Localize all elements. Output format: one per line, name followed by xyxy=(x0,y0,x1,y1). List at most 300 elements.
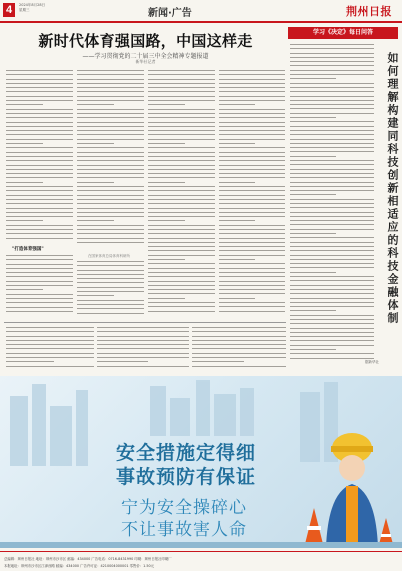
text-line xyxy=(6,302,73,303)
text-line xyxy=(6,348,94,349)
text-line xyxy=(290,255,374,256)
text-line xyxy=(97,361,148,362)
text-line xyxy=(6,216,73,217)
text-line xyxy=(77,313,144,314)
text-line xyxy=(290,328,374,329)
text-line xyxy=(6,357,94,358)
text-line xyxy=(290,143,374,144)
text-line xyxy=(6,208,73,209)
text-line xyxy=(77,156,144,157)
text-line xyxy=(219,268,285,269)
text-line xyxy=(6,311,73,312)
text-line xyxy=(6,87,73,88)
text-line xyxy=(192,327,286,328)
text-line xyxy=(148,156,215,157)
text-column-1 xyxy=(6,70,73,245)
text-line xyxy=(6,104,43,105)
text-line xyxy=(6,285,73,286)
text-line xyxy=(6,298,73,299)
text-line xyxy=(6,165,73,166)
text-line xyxy=(148,289,215,290)
text-line xyxy=(148,100,215,101)
section-subtitle: "打造体育强国" xyxy=(12,247,44,252)
text-line xyxy=(77,100,144,101)
text-line xyxy=(148,208,215,209)
text-line xyxy=(6,238,73,239)
header-rule xyxy=(0,21,402,23)
text-line xyxy=(192,344,286,345)
text-line xyxy=(290,65,374,66)
text-line xyxy=(148,225,215,226)
text-line xyxy=(290,100,374,101)
text-line xyxy=(219,143,255,144)
text-line xyxy=(219,139,285,140)
text-line xyxy=(6,289,43,290)
text-line xyxy=(290,48,374,49)
text-line xyxy=(148,212,215,213)
text-line xyxy=(6,91,73,92)
text-line xyxy=(148,79,215,80)
text-line xyxy=(148,169,215,170)
text-line xyxy=(6,276,73,277)
text-line xyxy=(77,70,144,71)
text-line xyxy=(219,122,285,123)
text-line xyxy=(6,327,94,328)
text-line xyxy=(148,186,215,187)
text-line xyxy=(77,143,114,144)
text-line xyxy=(148,117,215,118)
text-line xyxy=(290,289,374,290)
text-line xyxy=(290,53,374,54)
text-line xyxy=(77,83,144,84)
text-line xyxy=(148,160,215,161)
text-line xyxy=(148,229,215,230)
image-caption: 在国家体育总局体育科研所 xyxy=(88,254,130,258)
text-line xyxy=(148,220,185,221)
page-number: 4 xyxy=(3,3,15,17)
text-line xyxy=(77,190,144,191)
text-line xyxy=(290,212,374,213)
text-line xyxy=(148,74,215,75)
text-line xyxy=(290,237,374,238)
text-line xyxy=(148,272,215,273)
text-line xyxy=(97,331,189,332)
text-line xyxy=(6,96,73,97)
text-line xyxy=(290,134,374,135)
text-line xyxy=(148,259,185,260)
text-line xyxy=(148,147,215,148)
text-line xyxy=(290,224,374,225)
text-line xyxy=(77,173,144,174)
text-line xyxy=(219,173,285,174)
text-line xyxy=(77,199,144,200)
issue-date xyxy=(19,3,45,12)
text-line xyxy=(6,255,73,256)
text-line xyxy=(77,186,144,187)
text-line xyxy=(219,113,285,114)
text-line xyxy=(290,216,374,217)
text-line xyxy=(219,306,285,307)
text-line xyxy=(290,302,374,303)
text-line xyxy=(219,216,285,217)
sidebar-text-1 xyxy=(290,44,374,364)
text-line xyxy=(148,87,215,88)
article-headline: 新时代体育强国路，中国这样走 xyxy=(38,32,253,50)
text-line xyxy=(148,109,215,110)
text-line xyxy=(148,104,185,105)
section-title: 新闻·广告 xyxy=(148,8,192,19)
text-line xyxy=(77,242,144,243)
text-line xyxy=(148,233,215,234)
text-line xyxy=(77,212,144,213)
text-line xyxy=(290,280,374,281)
text-line xyxy=(192,361,244,362)
text-line xyxy=(77,295,114,296)
text-line xyxy=(219,259,255,260)
banner-slogan-4: 不让事故害人命 xyxy=(121,520,247,540)
text-line xyxy=(290,358,374,359)
text-line xyxy=(77,126,144,127)
text-line xyxy=(6,281,73,282)
text-line xyxy=(219,104,255,105)
text-line xyxy=(219,276,285,277)
text-line xyxy=(77,300,144,301)
text-line xyxy=(290,173,374,174)
text-line xyxy=(148,250,215,251)
text-line xyxy=(290,349,336,350)
sidebar-tag: 学习《决定》每日问答 xyxy=(288,27,398,39)
text-line xyxy=(290,117,336,118)
text-line xyxy=(77,147,144,148)
text-line xyxy=(148,268,215,269)
text-line xyxy=(290,285,374,286)
text-line xyxy=(148,130,215,131)
text-line xyxy=(6,134,73,135)
text-line xyxy=(290,147,374,148)
text-line xyxy=(290,293,374,294)
weekday-line: 星期三 xyxy=(19,7,30,12)
text-line xyxy=(77,96,144,97)
text-line xyxy=(219,208,285,209)
text-line xyxy=(77,278,144,279)
text-line xyxy=(148,293,215,294)
text-line xyxy=(77,91,144,92)
text-line xyxy=(148,126,215,127)
text-line xyxy=(290,139,374,140)
text-line xyxy=(148,203,215,204)
text-line xyxy=(219,83,285,84)
text-line xyxy=(219,289,285,290)
banner-slogan-1: 安全措施定得细 xyxy=(116,442,257,464)
text-line xyxy=(77,109,144,110)
text-line xyxy=(290,169,374,170)
text-line xyxy=(6,109,73,110)
text-line xyxy=(148,96,215,97)
footer-line-1: 总编辑：荆州日报社 地址：荆州市沙市区 邮编：434000 广告电话：0716-8431990 印刷：荆州日报社印刷厂 xyxy=(4,557,172,561)
text-line xyxy=(77,216,144,217)
text-line xyxy=(148,122,215,123)
text-line xyxy=(97,327,189,328)
text-line xyxy=(77,87,144,88)
text-line xyxy=(6,259,73,260)
text-line xyxy=(290,203,374,204)
text-line xyxy=(192,348,286,349)
text-line xyxy=(219,203,285,204)
newspaper-logo: 荆州日报 xyxy=(346,5,392,18)
text-line xyxy=(148,113,215,114)
text-line xyxy=(6,83,73,84)
text-column-1b xyxy=(6,255,73,317)
text-line xyxy=(148,195,215,196)
sidebar-credit: 据新华社 xyxy=(365,360,379,364)
text-line xyxy=(77,160,144,161)
text-line xyxy=(6,139,73,140)
text-line xyxy=(77,195,144,196)
text-line xyxy=(6,117,73,118)
text-line xyxy=(290,70,374,71)
text-line xyxy=(6,195,73,196)
text-line xyxy=(219,263,285,264)
text-line xyxy=(219,79,285,80)
text-line xyxy=(77,261,144,262)
text-line xyxy=(290,121,374,122)
text-line xyxy=(290,319,374,320)
text-line xyxy=(219,298,255,299)
text-line xyxy=(6,122,73,123)
text-line xyxy=(148,91,215,92)
text-line xyxy=(148,70,215,71)
article-subhead: ——学习贯彻党的二十届三中全会精神专题报道 xyxy=(82,53,209,60)
text-line xyxy=(219,199,285,200)
text-line xyxy=(6,229,73,230)
text-line xyxy=(148,246,215,247)
text-line xyxy=(219,285,285,286)
text-line xyxy=(290,272,336,273)
text-line xyxy=(77,208,144,209)
text-line xyxy=(290,87,374,88)
text-line xyxy=(290,96,374,97)
text-line xyxy=(6,186,73,187)
text-line xyxy=(219,293,285,294)
text-line xyxy=(290,108,374,109)
text-line xyxy=(77,203,144,204)
text-line xyxy=(290,345,374,346)
text-line xyxy=(290,199,374,200)
text-line xyxy=(77,113,144,114)
text-line xyxy=(6,307,73,308)
text-column-2b xyxy=(77,261,144,317)
text-line xyxy=(77,165,144,166)
text-line xyxy=(219,130,285,131)
text-line xyxy=(290,323,374,324)
text-line xyxy=(219,160,285,161)
text-line xyxy=(77,122,144,123)
text-line xyxy=(219,302,285,303)
text-line xyxy=(77,130,144,131)
text-line xyxy=(148,302,215,303)
text-line xyxy=(219,169,285,170)
text-line xyxy=(219,91,285,92)
text-line xyxy=(290,190,374,191)
text-line xyxy=(77,282,144,283)
text-line xyxy=(148,177,215,178)
text-line xyxy=(6,126,73,127)
footer-line-2: 本报地址：荆州市沙市区江津西路 邮编：434000 广告许可证：4210004000001 零售价：1.50元 xyxy=(4,564,155,568)
banner-slogan-2: 事故预防有保证 xyxy=(116,466,257,488)
text-line xyxy=(6,212,73,213)
text-line xyxy=(219,246,285,247)
text-line xyxy=(219,281,285,282)
text-line xyxy=(219,109,285,110)
text-line xyxy=(148,190,215,191)
text-line xyxy=(148,152,215,153)
text-line xyxy=(219,311,285,312)
text-line xyxy=(219,117,285,118)
text-line xyxy=(6,225,73,226)
text-line xyxy=(6,366,94,367)
text-line xyxy=(77,182,114,183)
text-line xyxy=(97,357,189,358)
text-line xyxy=(219,156,285,157)
text-column-6 xyxy=(97,327,189,372)
text-line xyxy=(219,250,285,251)
text-line xyxy=(290,263,374,264)
text-line xyxy=(192,353,286,354)
text-line xyxy=(77,225,144,226)
text-line xyxy=(192,336,286,337)
page-footer xyxy=(0,551,402,571)
text-line xyxy=(6,173,73,174)
text-line xyxy=(148,311,215,312)
text-line xyxy=(77,233,144,234)
worker-icon xyxy=(326,433,378,548)
text-line xyxy=(192,340,286,341)
text-line xyxy=(290,78,336,79)
text-line xyxy=(219,212,285,213)
text-line xyxy=(219,242,285,243)
safety-banner-ad xyxy=(0,376,402,548)
text-line xyxy=(6,79,73,80)
text-line xyxy=(6,268,73,269)
text-line xyxy=(290,91,374,92)
text-line xyxy=(290,242,374,243)
text-line xyxy=(290,126,374,127)
text-line xyxy=(77,220,114,221)
text-line xyxy=(290,194,336,195)
text-column-4 xyxy=(219,70,285,317)
text-line xyxy=(77,270,144,271)
text-line xyxy=(97,336,189,337)
text-line xyxy=(148,216,215,217)
text-line xyxy=(290,44,374,45)
text-line xyxy=(290,177,374,178)
text-line xyxy=(6,353,94,354)
text-line xyxy=(77,139,144,140)
text-line xyxy=(6,147,73,148)
page-header xyxy=(0,0,402,20)
article-byline: 新华社记者 xyxy=(135,59,156,64)
text-line xyxy=(6,130,73,131)
text-line xyxy=(290,306,374,307)
text-line xyxy=(290,250,374,251)
text-line xyxy=(148,298,185,299)
text-line xyxy=(290,182,374,183)
text-line xyxy=(290,276,374,277)
text-line xyxy=(219,238,285,239)
text-line xyxy=(148,306,215,307)
text-line xyxy=(290,57,374,58)
text-line xyxy=(77,134,144,135)
text-line xyxy=(219,220,255,221)
text-line xyxy=(148,83,215,84)
date-line: 2024年8月28日 xyxy=(19,3,46,7)
text-line xyxy=(148,165,215,166)
text-line xyxy=(77,177,144,178)
text-line xyxy=(290,160,374,161)
text-line xyxy=(6,344,94,345)
text-line xyxy=(148,143,185,144)
text-line xyxy=(6,100,73,101)
text-line xyxy=(148,173,215,174)
text-line xyxy=(77,265,144,266)
text-line xyxy=(148,139,215,140)
text-line xyxy=(290,340,374,341)
text-line xyxy=(77,74,144,75)
text-line xyxy=(6,160,73,161)
text-line xyxy=(290,61,374,62)
text-line xyxy=(6,182,43,183)
text-line xyxy=(6,233,73,234)
text-line xyxy=(77,308,144,309)
text-line xyxy=(219,70,285,71)
text-line xyxy=(6,203,73,204)
text-line xyxy=(290,298,374,299)
text-line xyxy=(290,151,374,152)
text-line xyxy=(290,267,374,268)
text-line xyxy=(97,344,189,345)
text-line xyxy=(148,182,185,183)
text-line xyxy=(148,134,215,135)
text-line xyxy=(290,207,374,208)
text-line xyxy=(219,225,285,226)
text-line xyxy=(219,177,285,178)
sidebar-title: 如何理解构建同科技创新相适应的科技金融体制 xyxy=(386,52,399,325)
text-line xyxy=(219,87,285,88)
text-line xyxy=(77,287,144,288)
text-line xyxy=(290,332,374,333)
text-line xyxy=(148,255,215,256)
text-line xyxy=(6,70,73,71)
text-line xyxy=(148,242,215,243)
text-line xyxy=(219,229,285,230)
text-line xyxy=(219,195,285,196)
text-line xyxy=(219,272,285,273)
text-line xyxy=(77,304,144,305)
text-line xyxy=(97,353,189,354)
text-line xyxy=(6,331,94,332)
text-column-2 xyxy=(77,70,144,248)
article-divider xyxy=(4,322,286,323)
text-line xyxy=(290,113,374,114)
text-line xyxy=(77,169,144,170)
text-line xyxy=(6,74,73,75)
text-line xyxy=(77,117,144,118)
text-line xyxy=(97,366,189,367)
text-line xyxy=(290,315,374,316)
text-line xyxy=(77,274,144,275)
text-line xyxy=(97,348,189,349)
text-line xyxy=(219,100,285,101)
